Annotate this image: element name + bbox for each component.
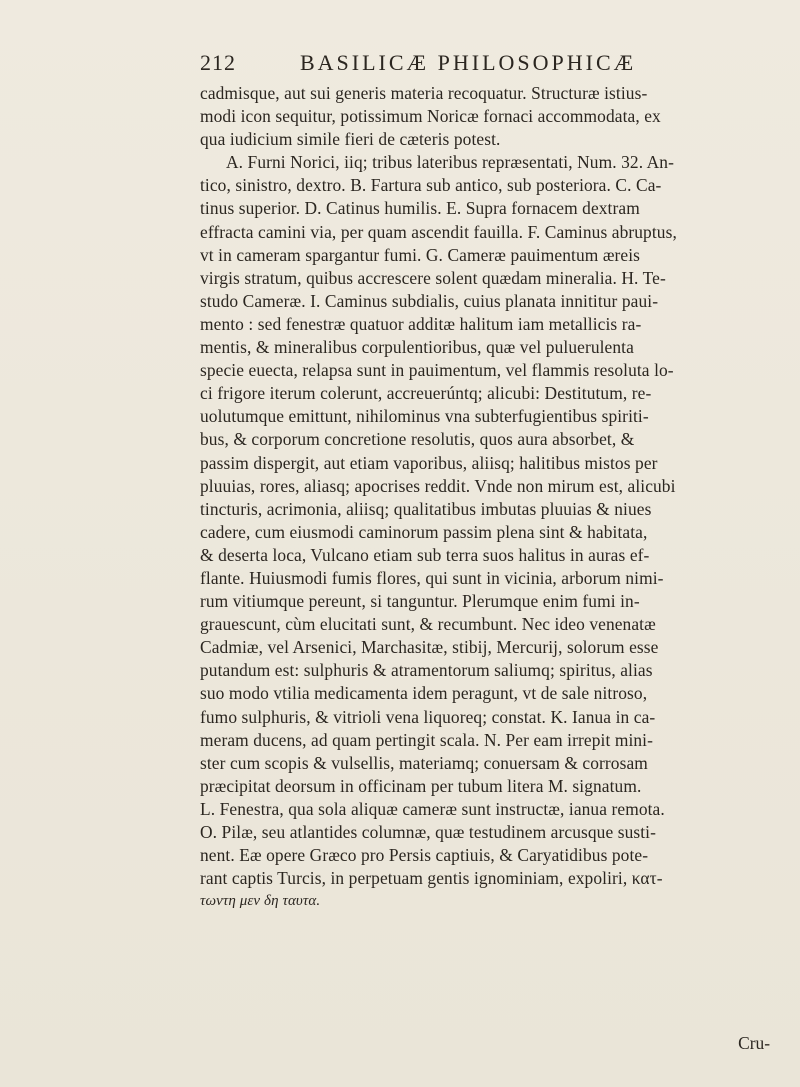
text-line: nent. Eæ opere Græco pro Persis captiuis, & Caryatidibus pote- <box>200 845 649 866</box>
text-line: mento : sed fenestræ quatuor additæ halitum iam metallicis ra- <box>200 313 642 334</box>
text-line: L. Fenestra, qua sola aliquæ cameræ sunt instructæ, ianua remota. <box>200 798 665 819</box>
text-line: effracta camini via, per quam ascendit fauilla. F. Caminus abruptus, <box>200 221 677 242</box>
text-line: passim dispergit, aut etiam vaporibus, aliisq; halitibus mistos per <box>200 452 658 473</box>
text-line: cadere, cum eiusmodi caminorum passim plena sint & habitata, <box>200 521 648 542</box>
text-line: O. Pilæ, seu atlantides columnæ, quæ testudinem arcusque susti- <box>200 822 656 842</box>
text-line: rum vitiumque pereunt, si tanguntur. Plerumque enim fumi in- <box>200 591 640 612</box>
text-line: uolutumque emittunt, nihilominus vna subterfugientibus spiriti- <box>200 406 649 427</box>
text-line: A. Furni Norici, iiq; tribus lateribus repræsentati, Num. 32. An- <box>226 152 674 173</box>
text-line: rant captis Turcis, in perpetuam gentis ignominiam, expoliri, κατ- <box>200 868 663 889</box>
page-header <box>200 50 770 76</box>
text-line: & deserta loca, Vulcano etiam sub terra suos halitus in auras ef- <box>200 544 650 565</box>
text-line: vt in cameram spargantur fumi. G. Cameræ pauimentum æreis <box>200 244 641 265</box>
text-line: cadmisque, aut sui generis materia recoquatur. Structuræ istius- <box>200 83 648 103</box>
text-line: flante. Huiusmodi fumis flores, qui sunt in vicinia, arborum nimi- <box>200 567 664 588</box>
text-block <box>200 82 775 913</box>
text-line: meram ducens, ad quam pertingit scala. N. Per eam irrepit mini- <box>200 729 653 750</box>
text-line: Cadmiæ, vel Arsenici, Marchasitæ, stibij, Mercurij, solorum esse <box>200 637 659 658</box>
text-line: τωντη μεν δη ταυτα. <box>200 893 321 910</box>
text-line: ci frigore iterum colerunt, accreuerúntq; alicubi: Destitutum, re- <box>200 383 652 404</box>
text-line: fumo sulphuris, & vitrioli vena liquoreq; constat. K. Ianua in ca- <box>200 706 656 727</box>
text-line: suo modo vtilia medicamenta idem peragunt, vt de sale nitroso, <box>200 683 648 704</box>
text-line: mentis, & mineralibus corpulentioribus, quæ vel puluerulenta <box>200 337 634 358</box>
text-line: specie euecta, relapsa sunt in pauimentum, vel flammis resoluta lo- <box>200 360 674 381</box>
text-line: ster cum scopis & vulsellis, materiamq; conuersam & corrosam <box>200 752 648 773</box>
catchword: Cru- <box>738 1033 770 1053</box>
text-line: grauescunt, cùm elucitati sunt, & recumbunt. Nec ideo venenatæ <box>200 614 656 635</box>
running-title: BASILICÆ PHILOSOPHICÆ <box>300 50 637 75</box>
text-line: præcipitat deorsum in officinam per tubum litera M. signatum. <box>200 775 642 796</box>
text-line: bus, & corporum concretione resolutis, quos aura absorbet, & <box>200 429 635 450</box>
text-line: studo Cameræ. I. Caminus subdialis, cuius planata innititur paui- <box>200 290 659 311</box>
text-line: tincturis, acrimonia, aliisq; qualitatibus imbutas pluuias & niues <box>200 498 652 519</box>
text-line: qua iudicium simile fieri de cæteris potest. <box>200 129 501 150</box>
text-line: putandum est: sulphuris & atramentorum saliumq; spiritus, alias <box>200 660 653 681</box>
page-number: 212 <box>200 50 236 75</box>
text-line: virgis stratum, quibus accrescere solent quædam mineralia. H. Te- <box>200 267 666 288</box>
text-line: modi icon sequitur, potissimum Noricæ fornaci accommodata, ex <box>200 106 661 127</box>
text-line: pluuias, rores, aliasq; apocrises reddit. Vnde non mirum est, alicubi <box>200 475 676 496</box>
text-line: tico, sinistro, dextro. B. Fartura sub antico, sub posteriora. C. Ca- <box>200 175 662 196</box>
text-line: tinus superior. D. Catinus humilis. E. Supra fornacem dextram <box>200 198 640 219</box>
